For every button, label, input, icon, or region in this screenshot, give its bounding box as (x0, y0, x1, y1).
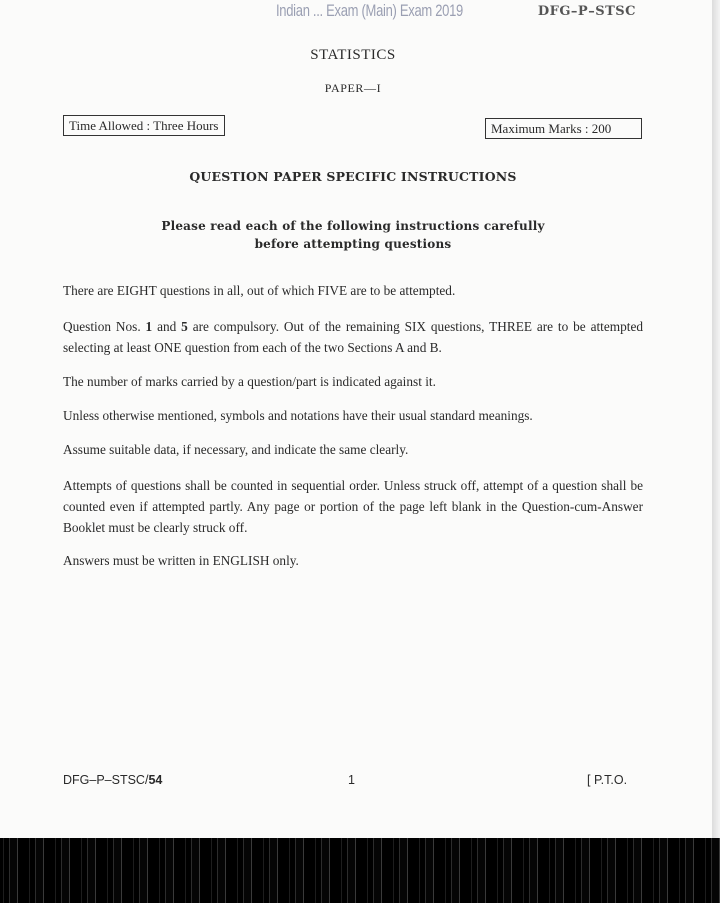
instruction-paragraph-4: Unless otherwise mentioned, symbols and notations have their usual standard meanings. (63, 408, 533, 423)
instruction-paragraph-1: There are EIGHT questions in all, out of which FIVE are to be attempted. (63, 283, 456, 298)
page-number: 1 (348, 773, 355, 787)
instruction-paragraph-3: The number of marks carried by a question/part is indicated against it. (63, 374, 436, 389)
please-turn-over: [ P.T.O. (587, 773, 628, 787)
page-edge-shadow (712, 0, 720, 838)
question-number-5: 5 (181, 319, 188, 334)
maximum-marks-box: Maximum Marks : 200 (485, 118, 642, 139)
footer-code-prefix: DFG–P–STSC/ (63, 773, 149, 787)
page-title: STATISTICS (310, 47, 396, 63)
instruction-text: are compulsory. Out of the remaining SIX questions, THREE are to be attempted selecting at least ONE question from each of the two Sections A and B. (63, 319, 644, 355)
question-number-1: 1 (145, 319, 153, 334)
instruction-paragraph-2 (63, 316, 643, 358)
instruction-text: Question Nos. (63, 319, 146, 334)
scanner-band (0, 838, 720, 903)
instruction-paragraph-5: Assume suitable data, if necessary, and indicate the same clearly. (63, 442, 409, 457)
instruction-text: and (152, 319, 182, 334)
instruction-paragraph-6: Attempts of questions shall be counted in sequential order. Unless struck off, attempt of a question shall be counted even if attempted partly. Any page or portion of the page left blank in the Question-cum-Answer Booklet must be clearly struck off. (63, 478, 643, 535)
instructions-subheading-line1: Please read each of the following instructions carefully (161, 219, 545, 233)
instructions-heading: QUESTION PAPER SPECIFIC INSTRUCTIONS (189, 169, 517, 184)
paper-label: PAPER—I (324, 81, 382, 95)
instruction-paragraph-7: Answers must be written in ENGLISH only. (63, 553, 299, 568)
footer-paper-code (63, 773, 162, 787)
instructions-subheading-line2: before attempting questions (254, 237, 452, 251)
time-allowed-box: Time Allowed : Three Hours (63, 115, 225, 136)
watermark-text: Indian ... Exam (Main) Exam 2019 (276, 1, 463, 20)
paper-code-header: DFG–P–STSC (537, 4, 636, 19)
footer-code-number: 54 (148, 773, 163, 787)
